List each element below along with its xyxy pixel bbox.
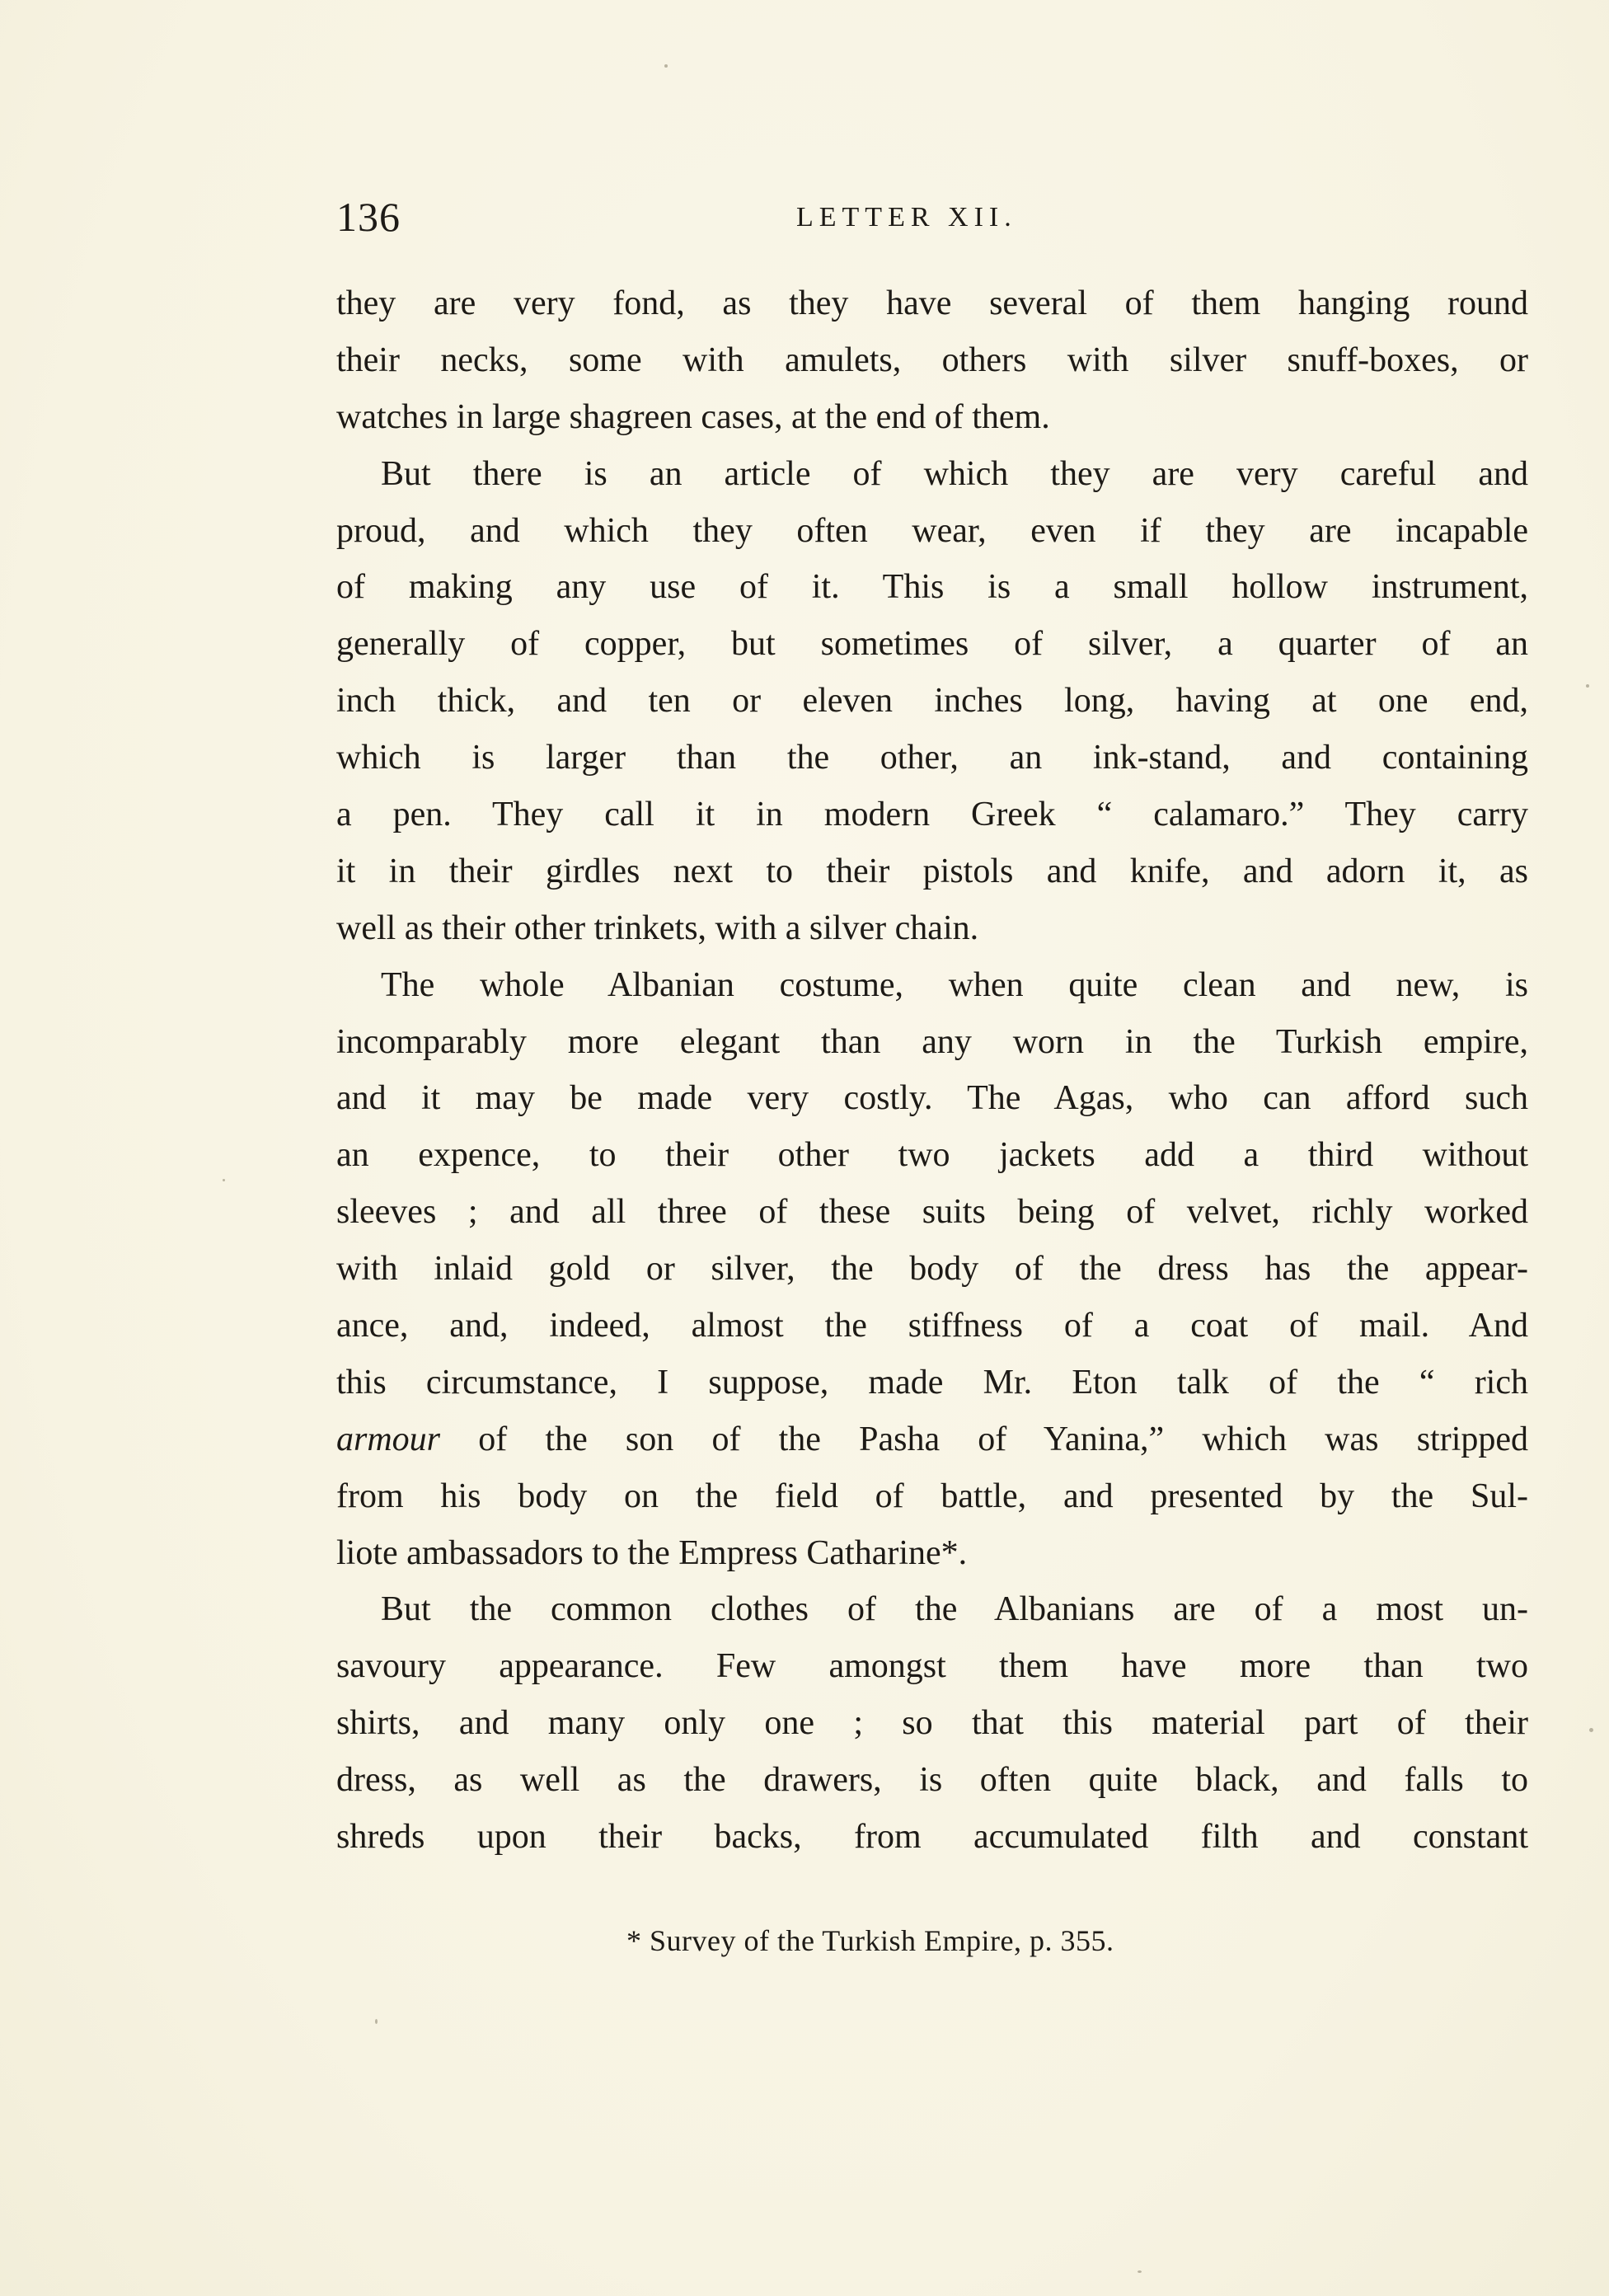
text-line: and it may be made very costly. The Agas, who can afford such <box>336 1079 1528 1118</box>
text-line: a pen. They call it in modern Greek “ calamaro.” They carry <box>336 796 1528 834</box>
text-line: But there is an article of which they are very careful and <box>381 454 1528 493</box>
text-line: The whole Albanian costume, when quite clean and new, is <box>381 965 1528 1004</box>
paper-speck <box>1589 1728 1593 1732</box>
text-line: which is larger than the other, an ink-stand, and containing <box>336 739 1528 777</box>
text-line: proud, and which they often wear, even if they are incapable <box>336 511 1528 550</box>
text-line: this circumstance, I suppose, made Mr. Eton talk of the “ rich <box>336 1363 1528 1402</box>
text-line: dress, as well as the drawers, is often quite black, and falls to <box>336 1761 1528 1800</box>
text-line: an expence, to their other two jackets add a third without <box>336 1136 1528 1175</box>
text-line: they are very fond, as they have several of them hanging round <box>336 284 1528 322</box>
text-line: with inlaid gold or silver, the body of the dress has the appear- <box>336 1250 1528 1289</box>
text-line: generally of copper, but sometimes of silver, a quarter of an <box>336 625 1528 664</box>
text-line: shirts, and many only one ; so that this material part of their <box>336 1704 1528 1743</box>
text-line: incomparably more elegant than any worn in the Turkish empire, <box>336 1022 1528 1061</box>
text-line: But the common clothes of the Albanians are of a most un- <box>381 1590 1528 1629</box>
text-line: inch thick, and ten or eleven inches long, having at one end, <box>336 682 1528 721</box>
body-text <box>336 275 1528 1866</box>
italic-word: armour <box>336 1420 441 1458</box>
text-line: from his body on the field of battle, and presented by the Sul- <box>336 1477 1528 1515</box>
text-line: of making any use of it. This is a small hollow instrument, <box>336 568 1528 607</box>
paper-speck <box>1138 2270 1142 2273</box>
text-line: ance, and, indeed, almost the stiffness of a coat of mail. And <box>336 1307 1528 1345</box>
text-line: savoury appearance. Few amongst them have more than two <box>336 1647 1528 1686</box>
text-line <box>336 1411 1528 1468</box>
page-header <box>336 188 1528 246</box>
page-number: 136 <box>336 194 401 240</box>
footnote: * Survey of the Turkish Empire, p. 355. <box>626 1924 1114 1957</box>
paper-speck <box>664 64 668 68</box>
text-line: watches in large shagreen cases, at the end of them. <box>336 397 1050 436</box>
text-line: their necks, some with amulets, others with silver snuff-boxes, or <box>336 340 1528 379</box>
text-line: liote ambassadors to the Empress Catharine*. <box>336 1533 968 1572</box>
paper-speck <box>375 2019 378 2024</box>
paper-speck <box>1586 684 1589 688</box>
text-line: it in their girdles next to their pistols and knife, and adorn it, as <box>336 852 1528 890</box>
text-line: shreds upon their backs, from accumulated filth and constant <box>336 1818 1528 1857</box>
text-line: sleeves ; and all three of these suits being of velvet, richly worked <box>336 1193 1528 1232</box>
running-head: LETTER XII. <box>796 202 1017 232</box>
text-line-rest: of the son of the Pasha of Yanina,” which was stripped <box>440 1420 1528 1458</box>
paper-speck <box>223 1179 225 1181</box>
text-line: well as their other trinkets, with a silver chain. <box>336 909 979 947</box>
